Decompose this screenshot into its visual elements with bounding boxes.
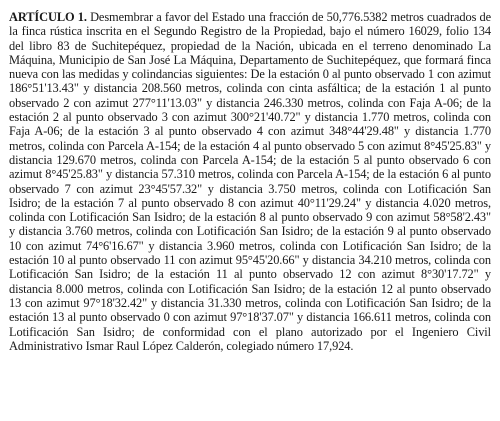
article-heading: ARTÍCULO 1.: [9, 10, 87, 24]
article-paragraph: [9, 10, 491, 353]
article-body: Desmembrar a favor del Estado una fracción de 50,776.5382 metros cuadrados de la finca rústica inscrita en el Segundo Registro de la Propiedad, bajo el número 16029, folio 134 del libro 83 de Suchitepéquez, propiedad de la Nación, ubicada en el terreno denominado La Máquina, Municipio de San José La Máquina, Departamento de Suchitepéquez, que formará finca nueva con las medidas y colindancias siguientes: De la estación 0 al punto observado 1 con azimut 186°51'13.43" y distancia 208.560 metros, colinda con cinta asfáltica; de la estación 1 al punto observado 2 con azimut 277°11'13.03" y distancia 246.330 metros, colinda con Faja A-06; de la estación 2 al punto observado 3 con azimut 300°21'40.72" y distancia 1.770 metros, colinda con Faja A-06; de la estación 3 al punto observado 4 con azimut 348°44'29.48" y distancia 1.770 metros, colinda con Parcela A-154; de la estación 4 al punto observado 5 con azimut 8°45'25.83" y distancia 129.670 metros, colinda con Parcela A-154; de la estación 5 al punto observado 6 con azimut 8°45'25.83" y distancia 57.310 metros, colinda con Parcela A-154; de la estación 6 al punto observado 7 con azimut 23°45'57.32" y distancia 3.750 metros, colinda con Lotificación San Isidro; de la estación 7 al punto observado 8 con azimut 40°11'29.24" y distancia 4.020 metros, colinda con Lotificación San Isidro; de la estación 8 al punto observado 9 con azimut 58°58'2.43" y distancia 3.760 metros, colinda con Lotificación San Isidro; de la estación 9 al punto observado 10 con azimut 74°6'16.67" y distancia 3.960 metros, colinda con Lotificación San Isidro; de la estación 10 al punto observado 11 con azimut 95°45'20.66" y distancia 34.210 metros, colinda con Lotificación San Isidro; de la estación 11 al punto observado 12 con azimut 8°30'17.72" y distancia 8.000 metros, colinda con Lotificación San Isidro; de la estación 12 al punto observado 13 con azimut 97°18'32.42" y distancia 31.330 metros, colinda con Lotificación San Isidro; de la estación 13 al punto observado 0 con azimut 97°18'37.07" y distancia 166.611 metros, colinda con Lotificación San Isidro; de conformidad con el plano autorizado por el Ingeniero Civil Administrativo Ismar Raul López Calderón, colegiado número 17,924.: [9, 10, 492, 353]
